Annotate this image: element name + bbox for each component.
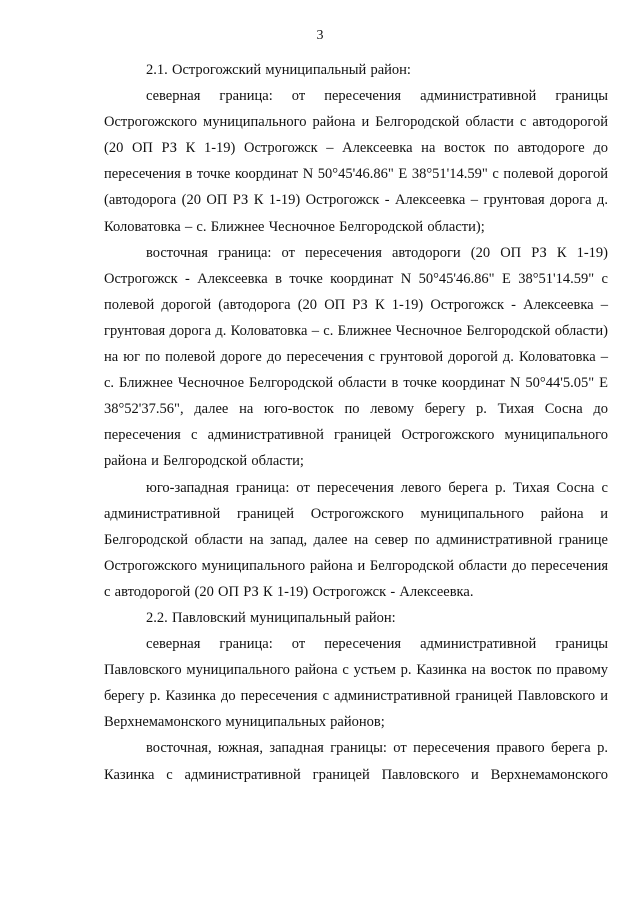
paragraph-east-border-ostrogozhsk: восточная граница: от пересечения автодороги (20 ОП РЗ К 1-19) Острогожск - Алексеевка в точке координат N 50°45'46.86" E 38°51'14.59" с полевой дорогой (автодорога (20 ОП РЗ К 1-19) Острогожск - Алексеевка – грунтовая дорога д. Коловатовка – с. Ближнее Чесночное Белгородской области) на юг по полевой дороге до пересечения с грунтовой дорогой д. Коловатовка – с. Ближнее Чесночное Белгородской области в точке координат N 50°44'5.05" E 38°52'37.56", далее на юго-восток по левому берегу р. Тихая Сосна до пересечения с административной границей Острогожского муниципального района и Белгородской области; bbox=[104, 244, 608, 470]
paragraph-east-south-west-border-pavlovsk: восточная, южная, западная границы: от пересечения правого берега р. Казинка с административной границей Павловского и Верхнемамонского bbox=[104, 740, 608, 783]
document-body bbox=[104, 57, 608, 788]
paragraph-north-border-pavlovsk: северная граница: от пересечения административной границы Павловского муниципального района с устьем р. Казинка на восток по правому берегу р. Казинка до пересечения с административной границей Павловского и Верхнемамонского муниципальных районов; bbox=[104, 636, 608, 731]
section-heading-2-2: 2.2. Павловский муниципальный район: bbox=[146, 609, 396, 626]
paragraph-southwest-border-ostrogozhsk: юго-западная граница: от пересечения левого берега р. Тихая Сосна с административной границей Острогожского муниципального района и Белгородской области на запад, далее на север по административной границе Острогожского муниципального района и Белгородской области до пересечения с автодорогой (20 ОП РЗ К 1-19) Острогожск - Алексеевка. bbox=[104, 479, 608, 600]
page-number: 3 bbox=[316, 28, 324, 43]
paragraph-north-border-ostrogozhsk: северная граница: от пересечения административной границы Острогожского муниципального района и Белгородской области с автодорогой (20 ОП РЗ К 1-19) Острогожск – Алексеевка на восток по автодороге до пересечения в точке координат N 50°45'46.86" E 38°51'14.59" с полевой дорогой (автодорога (20 ОП РЗ К 1-19) Острогожск - Алексеевка – грунтовая дорога д. Коловатовка – с. Ближнее Чесночное Белгородской области); bbox=[104, 88, 608, 235]
section-heading-2-1: 2.1. Острогожский муниципальный район: bbox=[146, 62, 411, 78]
